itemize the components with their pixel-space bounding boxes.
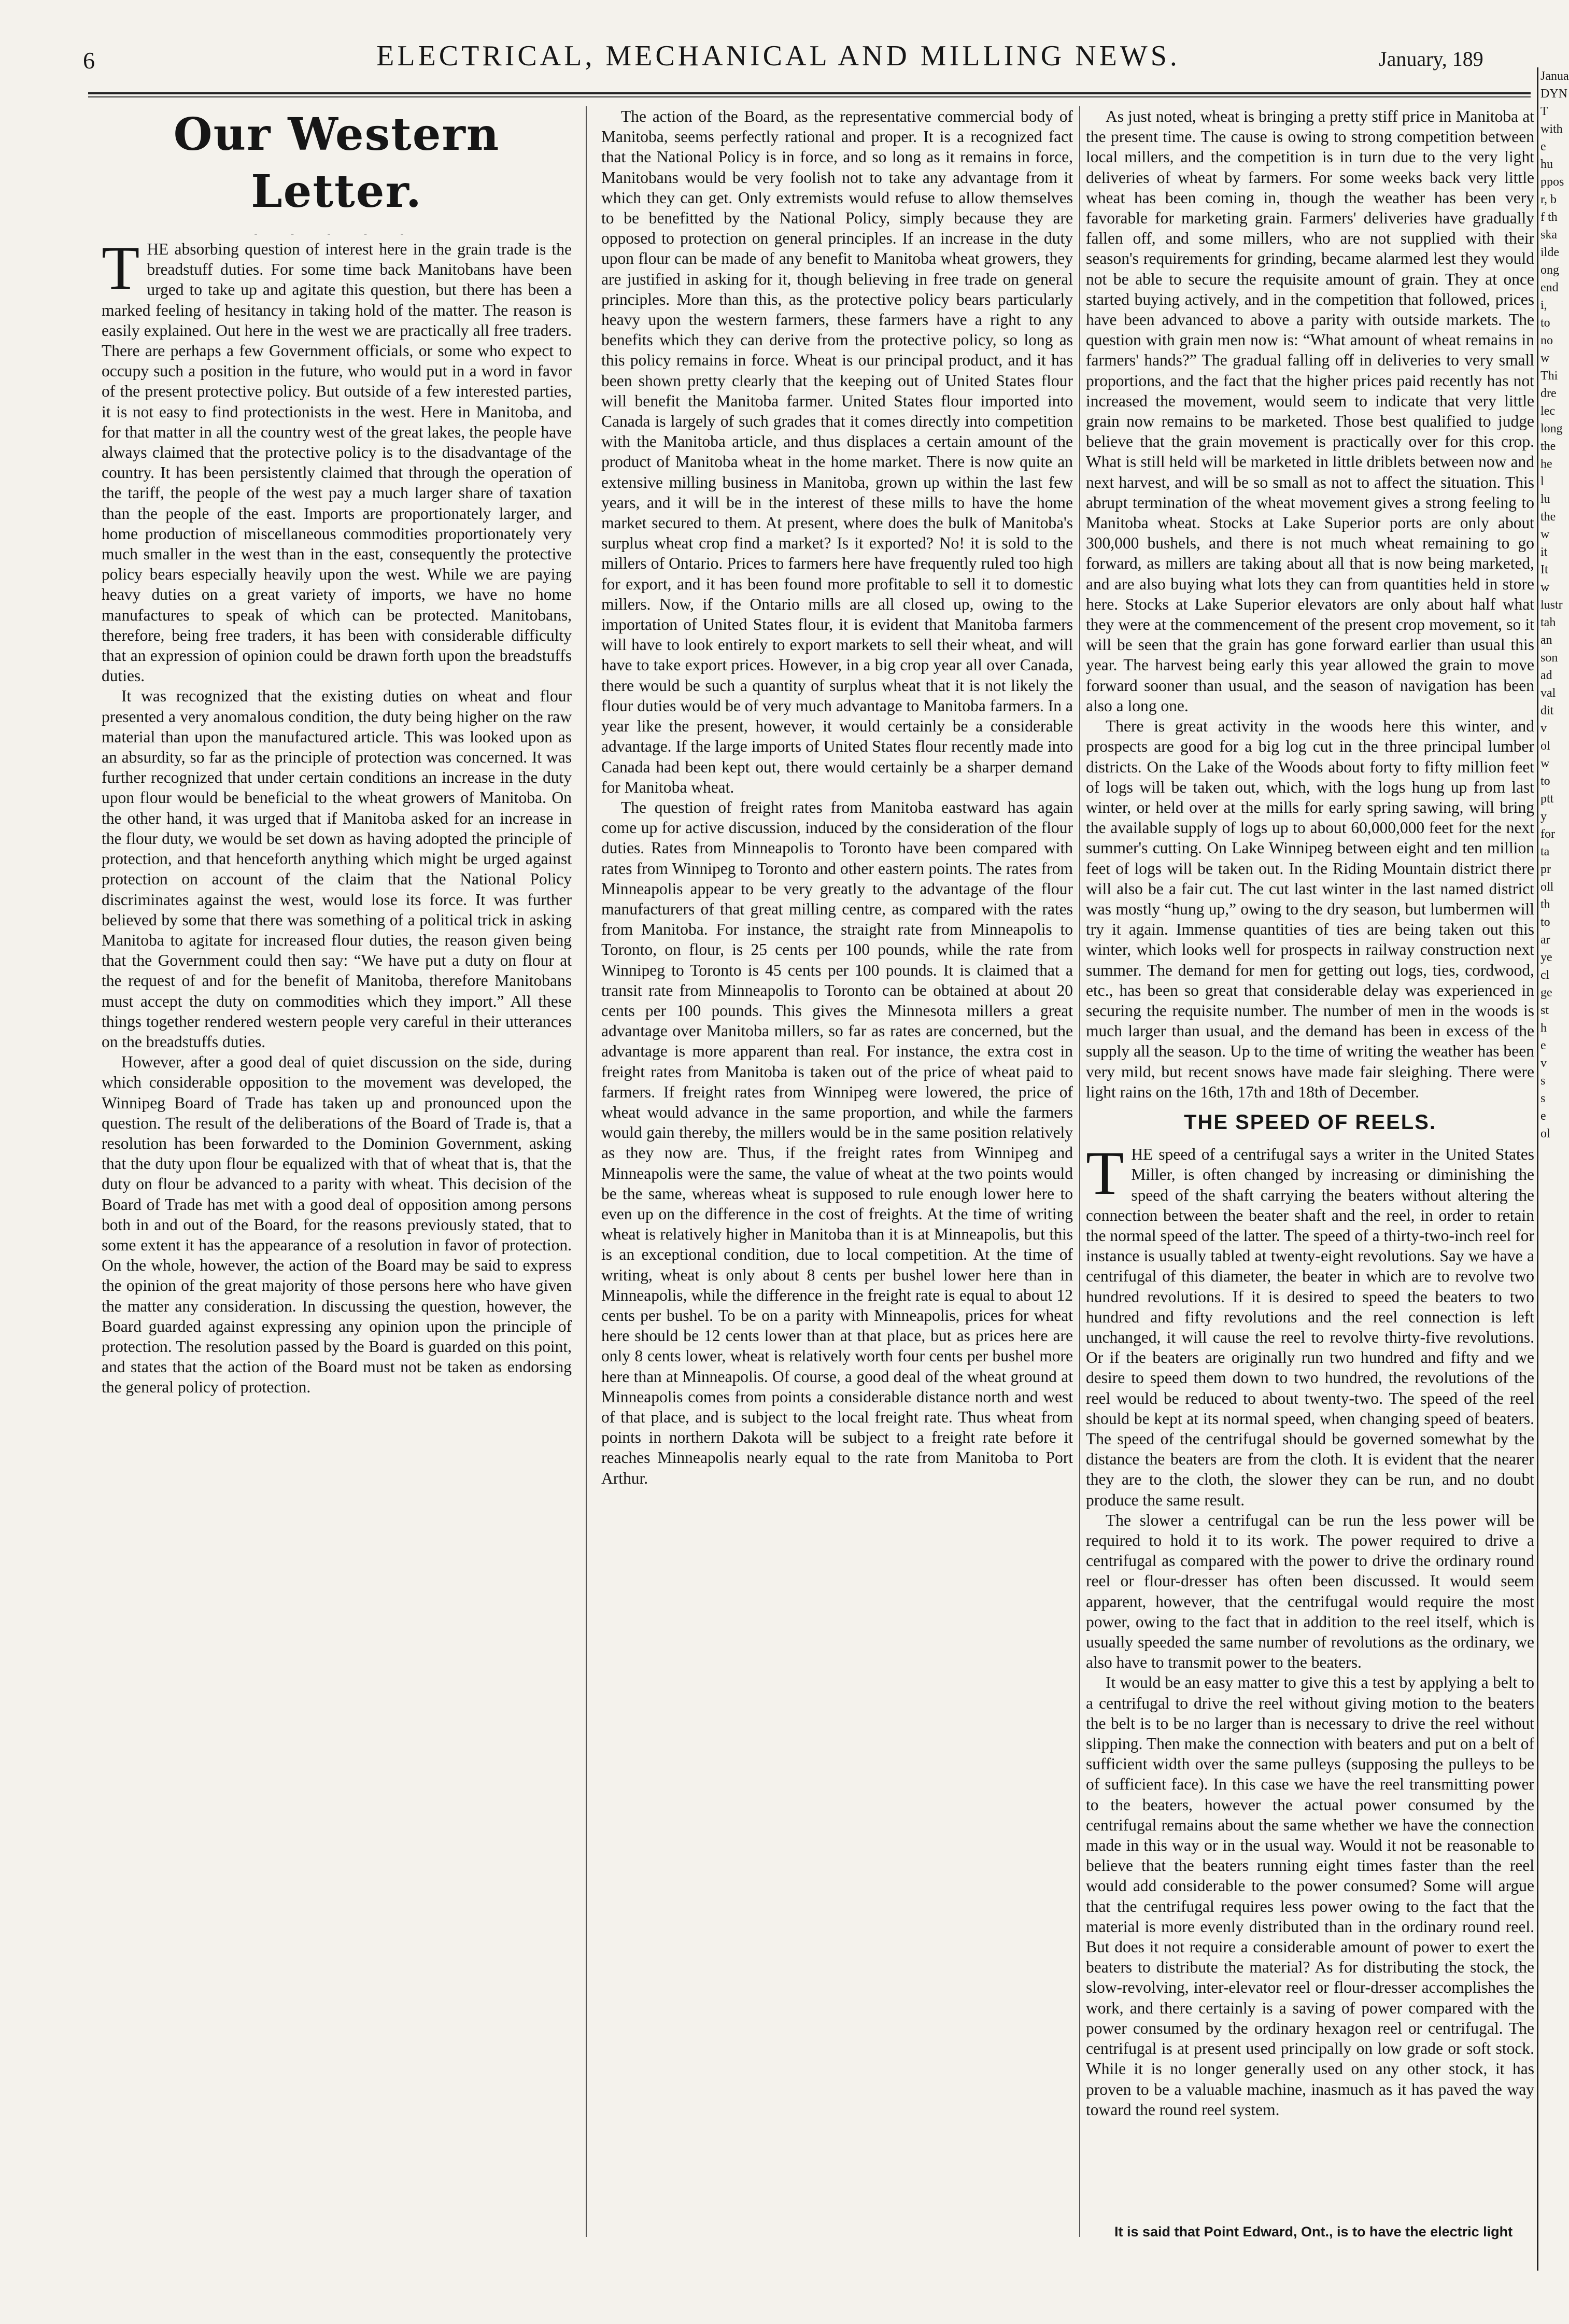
column-2 (601, 106, 1073, 1488)
paragraph-text: The action of the Board, as the representative commercial body of Manitoba, seems perfectly rational and proper. It is a recognized fact that the National Policy is in force, and so long as it remains in force, Manitobans would be very foolish not to take any advantage from it which they can get. Only extremists would refuse to allow themselves to be benefitted by the National Policy, simply because they are opposed to protection on general principles. If an increase in the duty upon flour can be made of any benefit to Manitoba wheat growers, they are justified in asking for it, though believing in free trade on general principles. More than this, as the protective policy bears particularly heavy upon the western farmers, these farmers have a right to any benefits which they can derive from the protective policy, so long as this policy remains in force. Wheat is our principal product, and it has been shown pretty clearly that the keeping out of United States flour will benefit the Manitoba farmer. United States flour imported into Canada is largely of such grades that it comes directly into competition with the Manitoba article, and thus displaces a certain amount of the product of Manitoba wheat in the home market. There is now quite an extensive milling business in Manitoba, grown up within the last few years, and it will be in the interest of these mills to have the home market secured to them. At present, where does the bulk of Manitoba's surplus wheat crop find a market? Is it exported? No! it is sold to the millers of Ontario. Prices to farmers here have frequently ruled too high for export, and it has been found more profitable to sell it to domestic millers. Now, if the Ontario mills are all closed up, owing to the importation of United States flour, it is evident that Manitoba farmers will have to look entirely to export markets to sell their wheat, and will have to take export prices. However, in a big crop year all over Canada, there would be such a quantity of surplus wheat that it is not likely the flour duties would be of very much advantage to Manitoba farmers. In a year like the present, however, it would certainly be a considerable advantage. If the large imports of United States flour recently made into Canada had been kept out, there would certainly be a sharper demand for Manitoba wheat. (601, 107, 1073, 796)
edge-fragment: th (1540, 898, 1550, 911)
drop-cap: T (1086, 1138, 1124, 1208)
edge-fragment: s (1540, 1092, 1546, 1105)
edge-fragment: i, to (1540, 299, 1550, 330)
paragraph (102, 233, 572, 686)
edge-fragment: he l (1540, 457, 1552, 488)
paragraph-text: However, after a good deal of quiet discussion on the side, during which considerable opposition to the movement was developed, the Winnipeg Board of Trade has taken up and pronounced upon the question. The result of the deliberations of the Board of Trade is, that a resolution has been forwarded to the Dominion Government, asking that the duty upon flour be equalized with that of wheat that is, that the duty on flour be advanced to a parity with wheat. This decision of the Board of Trade has met with a good deal of opposition among persons both in and out of the Board, for the reasons previously stated, that to some extent it has the appearance of a resolution in favor of protection. On the whole, however, the action of the Board may be said to express the opinion of the great majority of those persons here who have given the matter any consideration. In discussing the question, however, the Board guarded against expressing any opinion upon the principle of protection. The resolution passed by the Board is guarded on this point, and states that the action of the Board must not be taken as endorsing the general policy of protection. (102, 1053, 572, 1397)
edge-fragment: Janua (1540, 69, 1569, 83)
paragraph-text: It was recognized that the existing duties on wheat and flour presented a very anomalous condition, the duty being higher on the raw material than upon the manufactured article. This was looked upon as an absurdity, so far as the principle of protection was concerned. It was further recognized that under certain conditions an increase in the duty upon flour would be beneficial to the wheat growers of Manitoba. On the other hand, it was urged that if Manitoba asked for an increase in the flour duty, we would be set down as having adopted the principle of protection, and that henceforth anything which might be urged against protection on account of the claim that the National Policy discriminates against the west, would lose its force. It was further believed by some that there was something of a political trick in asking Manitoba to agitate for increased flour duties, the reason given being that the Government could then say: “We have put a duty on flour at the request of and for the benefit of Manitoba, therefore Manitobans must accept the duty on commodities which they import.” All these things together rendered western people very careful in their utterances on the breadstuffs duties. (102, 687, 572, 1051)
column-divider (586, 106, 587, 2237)
edge-fragment: lec (1540, 404, 1555, 418)
edge-fragment: f th (1540, 210, 1558, 224)
edge-fragment: ge (1540, 986, 1552, 999)
paragraph (1086, 106, 1534, 716)
edge-fragment: ptt (1540, 792, 1554, 806)
edge-fragment: w (1540, 528, 1550, 541)
edge-fragment: ta (1540, 845, 1550, 858)
paragraph (1086, 716, 1534, 1102)
header-rule-thin (88, 96, 1531, 97)
edge-fragment: ar (1540, 933, 1550, 947)
edge-fragment: e (1540, 1039, 1546, 1052)
page-number: 6 (83, 47, 95, 74)
edge-fragment: end (1540, 281, 1559, 294)
article-masthead: Our Western Letter. (173, 108, 500, 218)
edge-fragment: to (1540, 774, 1550, 788)
adjacent-page-edge (1537, 67, 1569, 2271)
paragraph (601, 797, 1073, 1488)
edge-fragment: pr (1540, 863, 1551, 876)
edge-fragment: the (1540, 510, 1556, 524)
column-divider (1079, 106, 1080, 2237)
edge-fragment: lu (1540, 492, 1550, 506)
edge-fragment: s (1540, 1074, 1546, 1088)
edge-fragment: tah (1540, 616, 1556, 629)
edge-fragment: dit (1540, 704, 1554, 717)
edge-fragment: son (1540, 651, 1558, 665)
column-1 (102, 106, 572, 1398)
header-rule (88, 92, 1531, 94)
edge-fragment: h (1540, 1021, 1547, 1035)
running-head (0, 36, 1557, 78)
edge-fragment: ye (1540, 951, 1552, 964)
filler-note: It is said that Point Edward, Ont., is to have the electric light (1114, 2224, 1513, 2240)
edge-fragment: e hu (1540, 140, 1553, 171)
edge-fragment: ppos (1540, 175, 1564, 189)
column-3 (1086, 106, 1534, 2120)
edge-fragment: ol (1540, 739, 1550, 753)
edge-fragment: an (1540, 633, 1552, 647)
edge-fragment: dre (1540, 387, 1557, 400)
paragraph (102, 1052, 572, 1397)
paragraph-text: It would be an easy matter to give this a test by applying a belt to a centrifugal to drive the reel without giving motion to the beaters the belt is to be no larger than is necessary to drive the reel without slipping. Then make the connection with beaters and put on a belt of sufficient width over the same pulleys (supposing the pulleys to be of sufficient face). In this case we have the reel transmitting power to the beaters, however the actual power consumed by the centrifugal remains about the same whether we have the connection made in this way or in the usual way. Would it not be reasonable to believe that the beaters running eight times faster than the reel would add considerable to the power consumed? Some will argue that the centrifugal requires less power owing to the fact that the material is more evenly distributed than in the ordinary round reel. But does it not require a considerable amount of power to exert the beaters to distribute the material? As for distributing the stock, the slow-revolving, inter-elevator reel or flour-dresser accomplishes the work, and there certainly is a saving of power compared with the power consumed by the ordinary hexagon reel or centrifugal. The centrifugal is at present used principally on low grade or soft stock. While it is no longer generally used on any other stock, it has proven to be a valuable machine, inasmuch as it has paved the way toward the round reel system. (1086, 1673, 1534, 2119)
paragraph (1086, 1672, 1534, 2119)
edge-fragment: w (1540, 757, 1550, 770)
edge-fragment: w (1540, 351, 1550, 365)
edge-fragment: val (1540, 686, 1556, 700)
edge-fragment: ad (1540, 669, 1552, 682)
edge-fragment: ol (1540, 1127, 1550, 1140)
edge-fragment: lustr (1540, 598, 1563, 612)
edge-fragment: with (1540, 122, 1563, 136)
edge-fragment: Thi (1540, 369, 1558, 383)
edge-fragment: cl (1540, 968, 1550, 982)
edge-fragment: the (1540, 440, 1556, 453)
edge-fragment: long (1540, 422, 1563, 435)
paragraph-text: HE absorbing question of interest here in the grain trade is the breadstuff duties. For some time back Manitobans have been urged to take up and agitate this question, but there has been a marked feeling of hesitancy in taking hold of the matter. The reason is easily explained. Out here in the west we are practically all free traders. There are perhaps a few Government officials, or some who expect to occupy such a position in the future, who would put in a word in favor of the present protective policy. But outside of a few interested parties, it is not easy to find protectionists in the west. Here in Manitoba, and for that matter in all the country west of the great lakes, the people have always claimed that the protective policy is to the disadvantage of the country. It has been persistently claimed that through the operation of the tariff, the people of the west pay a much larger share of taxation than the people of the east. Imports are proportionately larger, and home production of miscellaneous commodities proportionately very much smaller in the west than in the east, consequently the protective policy bears especially heavily upon the west. While we are paying heavy duties on a great variety of imports, we have no home manufactures to speak of which can be protected. Manitobans, therefore, being free traders, it has been with considerable difficulty that an expression of opinion could be drawn forth upon the breadstuffs duties. (102, 240, 572, 685)
edge-fragment: v (1540, 722, 1547, 735)
paragraph (102, 686, 572, 1052)
edge-fragment: it (1540, 545, 1548, 559)
issue-date: January, 189 (1379, 47, 1483, 71)
paragraph-text: There is great activity in the woods here this winter, and prospects are good for a big log cut in the three principal lumber districts. On the Lake of the Woods about forty to fifty million feet of logs will be taken out, which, with the logs hung up from last winter, or held over at the mills for early spring sawing, will bring the available supply of logs up to about 60,000,000 feet for the next summer's cutting. On Lake Winnipeg between eight and ten million feet of logs will be taken out. In the Riding Mountain district there will also be a fair cut. The cut last winter in the last named district was mostly “hung up,” owing to the dry season, but lumbermen will try it again. Immense quantities of ties are being taken out this winter, which looks well for prospects in railway construction next summer. The demand for men for getting out logs, ties, cordwood, etc., has been so great that considerable delay was experienced in securing the requisite number. The number of men in the woods is much larger than usual, and the demand has been in excess of the supply all the season. Up to the time of writing the weather has been very mild, but recent snows have made fair sleighing. There were light rains on the 16th, 17th and 18th of December. (1086, 717, 1534, 1101)
edge-fragment: to (1540, 915, 1550, 929)
paragraph (1086, 1510, 1534, 1673)
edge-fragment: r, b (1540, 193, 1557, 206)
drop-cap: T (102, 233, 140, 302)
paragraph-text: The slower a centrifugal can be run the less power will be required to hold it to its work. The power required to drive a centrifugal as compared with the power to drive the ordinary round reel or flour-dresser has often been discussed. It would seem apparent, however, that the centrifugal would require the most power, owing to the fact that in addition to the reel itself, which is usually speeded the same number of revolutions as the ordinary, we also have to transmit power to the beaters. (1086, 1511, 1534, 1672)
edge-fragment: for (1540, 827, 1555, 841)
edge-fragment: e (1540, 1109, 1546, 1123)
edge-fragment: T (1540, 105, 1548, 118)
edge-fragment: y (1540, 810, 1547, 823)
edge-fragment: ska (1540, 228, 1557, 242)
ornament-rule: - - - - - (254, 228, 419, 238)
section-headline: THE SPEED OF REELS. (1184, 1110, 1436, 1134)
paragraph-text: The question of freight rates from Manitoba eastward has again come up for active discussion, induced by the consideration of the flour duties. Rates from Minneapolis to Toronto have been compared with rates from Winnipeg to Toronto and other eastern points. The rates from Minneapolis appear to be very greatly to the advantage of the flour manufacturers of that great milling centre, as compared with the rates from Manitoba. For instance, the straight rate from Minneapolis to Toronto, on flour, is 25 cents per 100 pounds, while the rate from Winnipeg to Toronto is 45 cents per 100 pounds. It is claimed that a transit rate from Minneapolis to Toronto can be obtained at about 20 cents per 100 pounds. This gives the Minnesota millers a great advantage over Manitoba millers, so far as rates are concerned, but the advantage is more apparent than real. For instance, the extra cost in freight rates from Manitoba is taken out of the price of wheat paid to farmers. If freight rates from Winnipeg were lowered, the price of wheat would advance in the same proportion, and while the farmers would gain thereby, the millers would be in the same position relatively as they now are. Thus, if the freight rates from Winnipeg and Minneapolis were the same, the value of wheat at the two points would be the same, whereas wheat is supposed to rule enough lower here to even up on the difference in the cost of freights. At the time of writing wheat is relatively higher in Manitoba than it is at Minneapolis, but this is an exceptional condition, due to local competition. At the time of writing, wheat is only about 8 cents per bushel lower here than in Minneapolis, while the difference in the freight rate is equal to about 12 cents per bushel. To be on a parity with Minneapolis, prices for wheat here should be 12 cents lower than at that place, but as prices here are only 8 cents lower, wheat is relatively worth four cents per bushel more here than at Minneapolis. Of course, a good deal of the wheat ground at Minneapolis comes from points a considerable distance north and west of that place, and is subject to the local freight rate. Thus wheat from points in northern Dakota will be subject to a freight rate before it reaches Minneapolis nearly equal to the rate from Manitoba to Port Arthur. (601, 798, 1073, 1487)
edge-fragment: DYN (1540, 87, 1567, 101)
publication-title: ELECTRICAL, MECHANICAL AND MILLING NEWS. (376, 40, 1180, 72)
edge-fragment: v (1540, 1057, 1547, 1070)
edge-fragment: ong (1540, 263, 1559, 277)
paragraph-text: As just noted, wheat is bringing a pretty stiff price in Manitoba at the present time. The cause is owing to strong competition between local millers, and the competition is in turn due to the very light deliveries of wheat by farmers. For some weeks back very little wheat has been coming in, though the weather has been very favorable for marketing grain. Farmers' deliveries have gradually fallen off, and some millers, who are not supplied with their season's requirements for grinding, became alarmed lest they would not be able to secure the requisite amount of grain. They at once started buying actively, and in the competition that followed, prices have been advanced to above a parity with outside markets. The question with grain men now is: “What amount of wheat remains in farmers' hands?” The gradual falling off in deliveries to very small proportions, and the fact that the higher prices paid recently has not increased the movement, would seem to indicate that very little grain now remains to be marketed. Those best qualified to judge believe that the grain movement is practically over for this crop. What is still held will be marketed in little driblets between now and next harvest, and will be so small as not to affect the situation. This abrupt termination of the wheat movement gives a strong feeling to Manitoba wheat. Stocks at Lake Superior ports are only about 300,000 bushels, and there is not much wheat remaining to go forward, as millers are taking about all that is now being marketed, and are also buying what lots they can from quantities held in store here. Stocks at Lake Superior elevators are only about half what they were at the commencement of the present crop movement, so it will be seen that the grain has gone forward earlier than usual this year. The harvest being early this year allowed the grain to move forward sooner than usual, and the season of navigation has been also a long one. (1086, 107, 1534, 715)
paragraph (1086, 1138, 1534, 1510)
edge-fragment: It w (1540, 563, 1550, 594)
edge-fragment: st (1540, 1004, 1549, 1017)
paragraph (601, 106, 1073, 797)
edge-fragment: oll (1540, 880, 1554, 894)
edge-fragment: ilde (1540, 246, 1559, 259)
edge-fragment: no (1540, 334, 1553, 347)
paragraph-text: HE speed of a centrifugal says a writer in the United States Miller, is often changed by increasing or diminishing the speed of the shaft carrying the beaters without altering the connection between the beater shaft and the reel, in order to retain the normal speed of the latter. The speed of a thirty-two-inch reel for instance is usually tabled at twenty-eight revolutions. Say we have a centrifugal of this diameter, the beater in which are to revolve two hundred revolutions. If it is desired to speed the beaters to two hundred and fifty revolutions and the reel connection is left unchanged, it will cause the reel to revolve thirty-five revolutions. Or if the beaters are originally run two hundred and fifty and we desire to speed them down to two hundred, the revolutions of the reel would be reduced to about twenty-two. The speed of the reel should be kept at its normal speed, when changing speed of beaters. The speed of the centrifugal should be governed somewhat by the distance the beaters are from the cloth. It is evident that the nearer they are to the cloth, the slower they can be run, and no doubt produce the same result. (1086, 1145, 1534, 1509)
